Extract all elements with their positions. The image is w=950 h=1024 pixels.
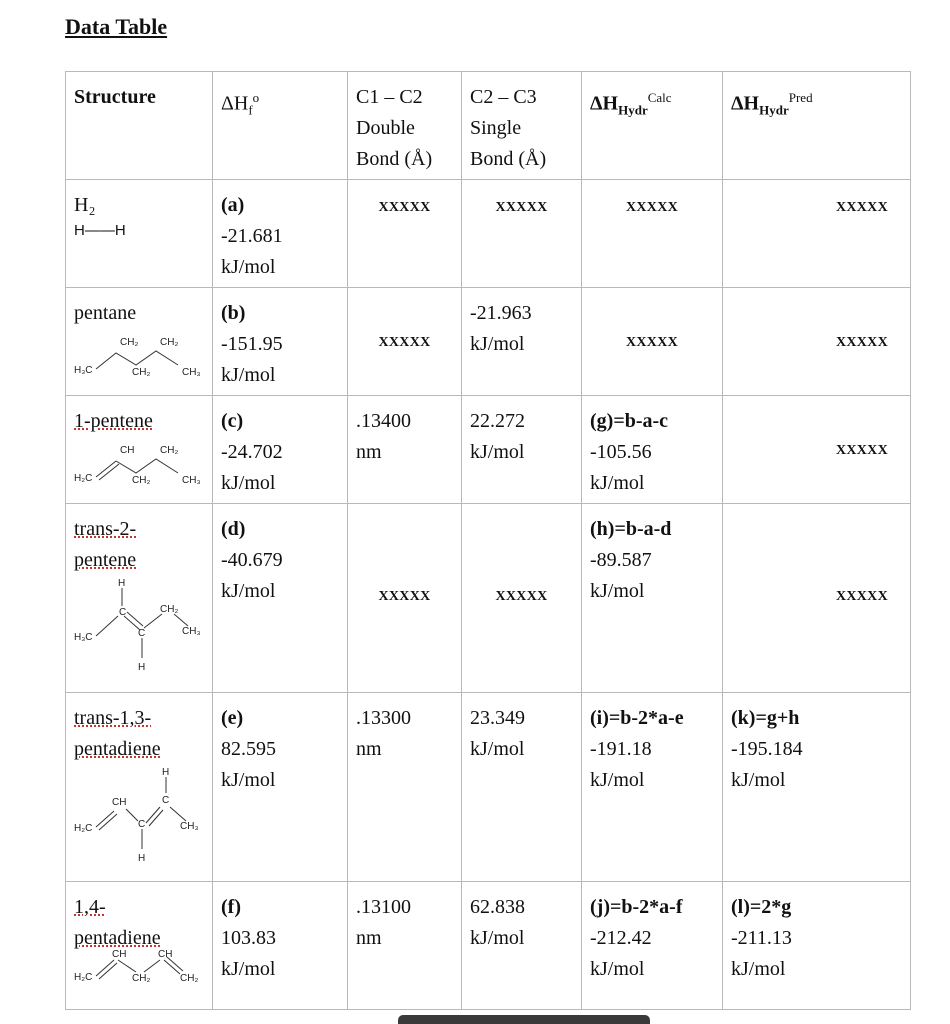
- 1-pentene-structure-image: [74, 439, 209, 487]
- structure-cell: [66, 288, 213, 396]
- structure-name: 1,4-: [74, 896, 106, 918]
- structure-name: trans-2-: [74, 518, 137, 540]
- pred-cell: XXXXX: [723, 396, 911, 504]
- calc-cell: (i)=b-2*a-e -191.18 kJ/mol: [582, 693, 723, 882]
- c1c2-cell: .13400 nm: [348, 396, 462, 504]
- c1c2-cell: XXXXX: [348, 180, 462, 288]
- structure-name: pentene: [74, 549, 137, 571]
- structure-cell: [66, 180, 213, 288]
- svg-text:CH₃: CH₃: [180, 821, 199, 832]
- structure-name: 1-pentene: [74, 410, 153, 432]
- c1c2-cell: .13100 nm: [348, 882, 462, 1010]
- svg-text:CH: CH: [112, 797, 127, 808]
- structure-formula: H——H: [74, 222, 126, 239]
- svg-text:CH₂: CH₂: [120, 337, 139, 348]
- header-dhf: $\Delta H_f^o$: [213, 72, 348, 180]
- svg-text:H₂C: H₂C: [74, 473, 93, 484]
- structure-name: pentane: [74, 302, 137, 324]
- c2c3-cell: 22.272 kJ/mol: [462, 396, 582, 504]
- svg-text:CH₂: CH₂: [160, 445, 179, 456]
- header-c2c3: C2 – C3 Single Bond (Å): [462, 72, 582, 180]
- pentane-structure-image: [74, 331, 209, 379]
- structure-name: trans-1,3-: [74, 707, 152, 729]
- svg-text:H₃C: H₃C: [74, 632, 93, 643]
- calc-cell: (h)=b-a-d -89.587 kJ/mol: [582, 504, 723, 693]
- c2c3-cell: 62.838 kJ/mol: [462, 882, 582, 1010]
- table-row: [66, 180, 911, 288]
- dhf-cell: (f) 103.83 kJ/mol: [213, 882, 348, 1010]
- table-row: [66, 693, 911, 882]
- svg-text:CH₂: CH₂: [132, 367, 151, 378]
- structure-name: pentadiene: [74, 927, 161, 949]
- svg-text:CH: CH: [158, 949, 173, 960]
- table-row: [66, 882, 911, 1010]
- c2c3-cell: 23.349 kJ/mol: [462, 693, 582, 882]
- svg-text:CH₂: CH₂: [160, 604, 179, 615]
- svg-text:H: H: [162, 767, 170, 778]
- svg-text:C: C: [138, 628, 146, 639]
- svg-text:CH: CH: [120, 445, 135, 456]
- svg-text:CH₂: CH₂: [160, 337, 179, 348]
- calc-cell: XXXXX: [582, 288, 723, 396]
- pred-cell: XXXXX: [723, 180, 911, 288]
- pred-cell: XXXXX: [723, 504, 911, 693]
- table-row: [66, 504, 911, 693]
- c2c3-cell: -21.963 kJ/mol: [462, 288, 582, 396]
- svg-text:H: H: [118, 578, 126, 589]
- svg-text:C: C: [119, 607, 127, 618]
- trans-2-pentene-structure-image: [74, 578, 209, 678]
- dhf-cell: (a) -21.681 kJ/mol: [213, 180, 348, 288]
- svg-text:CH₃: CH₃: [182, 475, 201, 486]
- svg-text:CH₂: CH₂: [132, 475, 151, 486]
- c1c2-cell: XXXXX: [348, 288, 462, 396]
- structure-name: H₂: [74, 194, 96, 216]
- structure-cell: [66, 693, 213, 882]
- calc-cell: (g)=b-a-c -105.56 kJ/mol: [582, 396, 723, 504]
- page-title: Data Table: [65, 14, 168, 39]
- header-c1c2: C1 – C2 Double Bond (Å): [348, 72, 462, 180]
- svg-text:CH: CH: [112, 949, 127, 960]
- svg-text:CH₃: CH₃: [182, 367, 201, 378]
- calc-cell: (j)=b-2*a-f -212.42 kJ/mol: [582, 882, 723, 1010]
- c1c2-cell: .13300 nm: [348, 693, 462, 882]
- svg-text:C: C: [162, 795, 170, 806]
- header-structure: Structure: [66, 72, 213, 180]
- svg-text:H: H: [138, 662, 146, 673]
- svg-text:CH₂: CH₂: [132, 973, 151, 982]
- dhf-cell: (b) -151.95 kJ/mol: [213, 288, 348, 396]
- svg-text:CH₂: CH₂: [180, 973, 199, 982]
- svg-text:C: C: [138, 819, 146, 830]
- structure-cell: [66, 504, 213, 693]
- header-row: [66, 72, 911, 180]
- structure-cell: [66, 396, 213, 504]
- svg-text:H: H: [138, 853, 146, 864]
- c1c2-cell: XXXXX: [348, 504, 462, 693]
- svg-text:H₃C: H₃C: [74, 365, 93, 376]
- structure-name: pentadiene: [74, 738, 161, 760]
- trans-1-3-pentadiene-structure-image: [74, 767, 209, 867]
- calc-cell: XXXXX: [582, 180, 723, 288]
- data-table: [65, 71, 911, 1010]
- svg-text:CH₃: CH₃: [182, 626, 201, 637]
- pred-cell: XXXXX: [723, 288, 911, 396]
- dhf-cell: (e) 82.595 kJ/mol: [213, 693, 348, 882]
- svg-text:H₂C: H₂C: [74, 972, 93, 982]
- header-calc: $\Delta H_{Hydr}^{Calc}$: [582, 72, 723, 180]
- structure-cell: [66, 882, 213, 1010]
- horizontal-scrollbar[interactable]: [398, 1015, 650, 1024]
- dhf-cell: (c) -24.702 kJ/mol: [213, 396, 348, 504]
- c2c3-cell: XXXXX: [462, 504, 582, 693]
- pred-cell: (k)=g+h -195.184 kJ/mol: [723, 693, 911, 882]
- table-row: [66, 396, 911, 504]
- c2c3-cell: XXXXX: [462, 180, 582, 288]
- header-pred: $\Delta H_{Hydr}^{Pred}$: [723, 72, 911, 180]
- dhf-cell: (d) -40.679 kJ/mol: [213, 504, 348, 693]
- svg-text:H₂C: H₂C: [74, 823, 93, 834]
- pred-cell: (l)=2*g -211.13 kJ/mol: [723, 882, 911, 1010]
- table-row: [66, 288, 911, 396]
